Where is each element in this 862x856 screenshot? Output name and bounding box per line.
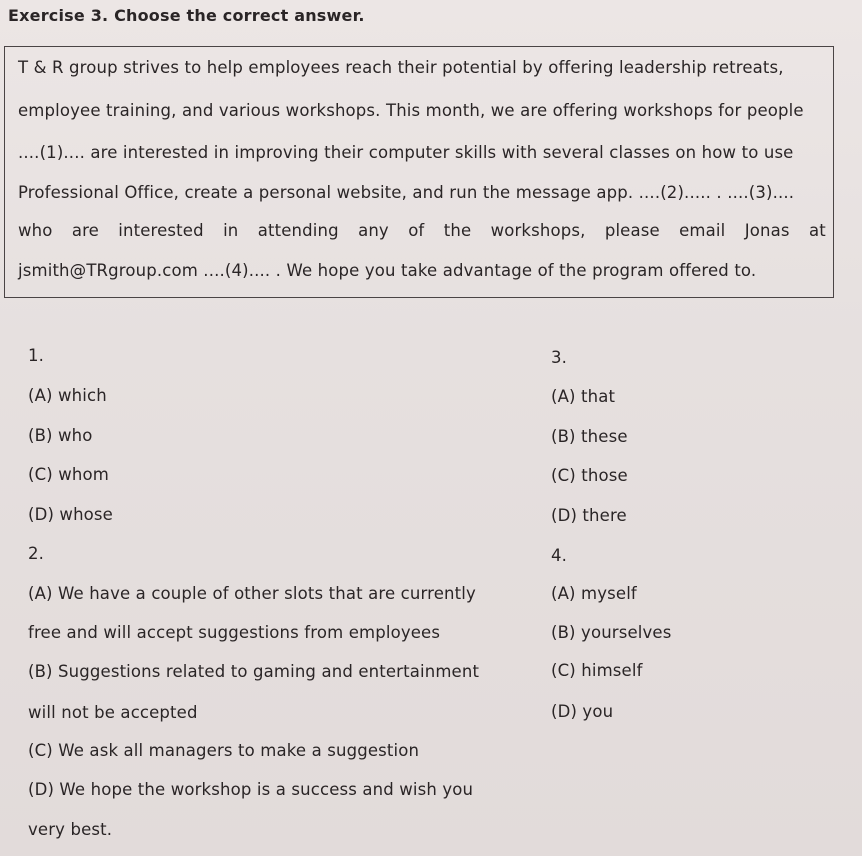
question-3-option-a[interactable]: (A) that	[551, 387, 616, 406]
question-1-option-a[interactable]: (A) which	[28, 386, 107, 405]
passage-word: at	[808, 221, 826, 240]
question-3-option-c[interactable]: (C) those	[551, 466, 628, 485]
passage-line: ....(1).... are interested in improving their computer skills with several classes on how to use	[18, 143, 794, 162]
passage-line: employee training, and various workshops. This month, we are offering workshops for people	[18, 101, 804, 120]
question-3-number: 3.	[551, 348, 568, 367]
question-4-option-b[interactable]: (B) yourselves	[551, 623, 672, 642]
passage-line: jsmith@TRgroup.com ....(4).... . We hope you take advantage of the program offered to.	[18, 261, 757, 280]
question-1-option-c[interactable]: (C) whom	[28, 465, 109, 484]
passage-word: please	[604, 221, 660, 240]
question-2-option-c[interactable]: (C) We ask all managers to make a suggestion	[28, 741, 420, 760]
passage-word: attending	[257, 221, 339, 240]
question-4-option-c[interactable]: (C) himself	[551, 661, 643, 680]
question-4-option-d[interactable]: (D) you	[551, 702, 614, 721]
exercise-title: Exercise 3. Choose the correct answer.	[8, 6, 365, 25]
passage-word: of	[408, 221, 425, 240]
passage-line: T & R group strives to help employees reach their potential by offering leadership retreats,	[18, 58, 784, 77]
question-2-number: 2.	[28, 544, 45, 563]
question-2-option-a-cont[interactable]: free and will accept suggestions from employees	[28, 623, 441, 642]
question-2-option-d[interactable]: (D) We hope the workshop is a success and wish you	[28, 780, 474, 799]
passage-word: in	[223, 221, 239, 240]
passage-word: the	[443, 221, 472, 240]
question-2-option-b[interactable]: (B) Suggestions related to gaming and entertainment	[28, 662, 480, 681]
passage-line: Professional Office, create a personal website, and run the message app. ....(2)..... . ....(3)....	[18, 183, 795, 202]
passage-word: who	[18, 221, 53, 240]
passage-word: interested	[118, 221, 204, 240]
question-2-option-b-cont[interactable]: will not be accepted	[28, 703, 198, 722]
passage-word: are	[71, 221, 99, 240]
question-1-option-d[interactable]: (D) whose	[28, 505, 113, 524]
passage-word: any	[358, 221, 389, 240]
question-3-option-b[interactable]: (B) these	[551, 427, 628, 446]
passage-word: Jonas	[744, 221, 790, 240]
question-2-option-d-cont[interactable]: very best.	[28, 820, 113, 839]
question-3-option-d[interactable]: (D) there	[551, 506, 627, 525]
question-1-number: 1.	[28, 346, 45, 365]
passage-word: workshops,	[490, 221, 586, 240]
passage-word: email	[679, 221, 726, 240]
passage-line	[18, 221, 826, 240]
question-1-option-b[interactable]: (B) who	[28, 426, 93, 445]
question-2-option-a[interactable]: (A) We have a couple of other slots that are currently	[28, 584, 476, 603]
question-4-number: 4.	[551, 546, 568, 565]
question-4-option-a[interactable]: (A) myself	[551, 584, 637, 603]
